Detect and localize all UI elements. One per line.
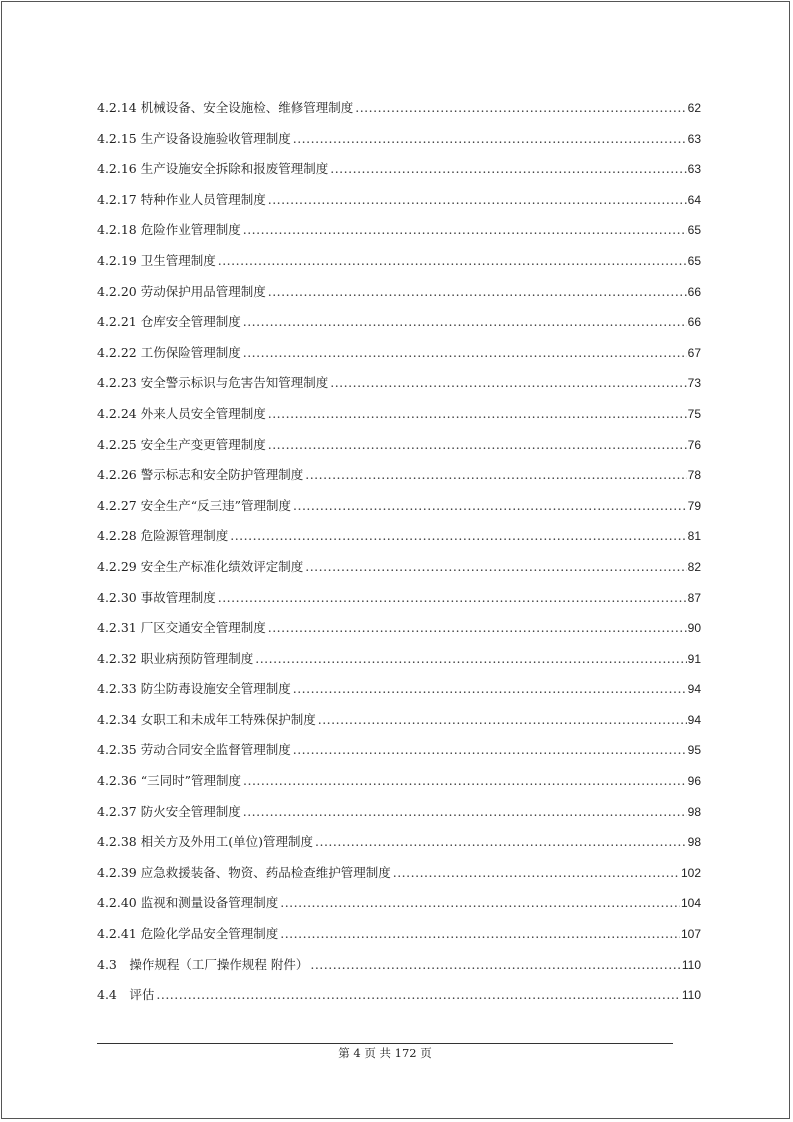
- toc-entry-title: 4.2.35 劳动合同安全监督管理制度: [97, 742, 291, 758]
- toc-entry-title: 4.2.32 职业病预防管理制度: [97, 650, 254, 666]
- toc-entry-page: 91: [687, 651, 701, 666]
- toc-entry-page: 66: [687, 315, 701, 330]
- toc-entry-title: 4.2.31 厂区交通安全管理制度: [97, 620, 266, 636]
- toc-entry-page: 110: [681, 988, 701, 1003]
- document-page: [1, 1, 790, 1119]
- page-footer: 第 4 页 共 172 页: [338, 1046, 432, 1060]
- toc-entry[interactable]: [97, 956, 701, 987]
- toc-entry-title: 4.2.33 防尘防毒设施安全管理制度: [97, 681, 291, 697]
- table-of-contents: [97, 99, 701, 1017]
- toc-entry-page: 63: [687, 131, 701, 146]
- toc-entry[interactable]: [97, 191, 701, 222]
- dot-leader: [243, 803, 687, 821]
- toc-entry-title: 4.2.27 安全生产“反三违”管理制度: [97, 497, 292, 513]
- toc-entry-page: 76: [687, 437, 701, 452]
- toc-entry-page: 94: [687, 682, 701, 697]
- toc-entry[interactable]: [97, 527, 701, 558]
- toc-entry-page: 78: [687, 468, 701, 483]
- toc-entry-page: 104: [680, 896, 701, 911]
- toc-entry[interactable]: [97, 344, 701, 375]
- dot-leader: [243, 221, 687, 239]
- toc-entry[interactable]: [97, 650, 701, 681]
- toc-entry-page: 98: [687, 804, 701, 819]
- toc-entry-title: 4.2.36 “三同时”管理制度: [97, 773, 242, 789]
- toc-entry-page: 67: [687, 345, 701, 360]
- toc-entry-title: 4.2.30 事故管理制度: [97, 589, 216, 605]
- toc-entry-page: 75: [687, 406, 701, 421]
- toc-entry-page: 110: [681, 957, 701, 972]
- toc-entry-page: 65: [687, 253, 701, 268]
- dot-leader: [243, 313, 687, 331]
- toc-entry[interactable]: [97, 252, 701, 283]
- toc-entry-page: 66: [687, 284, 701, 299]
- toc-entry[interactable]: [97, 130, 701, 161]
- toc-entry[interactable]: [97, 466, 701, 497]
- toc-entry-title: 4.2.34 女职工和未成年工特殊保护制度: [97, 711, 316, 727]
- toc-entry-page: 94: [687, 712, 701, 727]
- toc-entry-page: 79: [687, 498, 701, 513]
- toc-entry[interactable]: [97, 221, 701, 252]
- dot-leader: [255, 650, 686, 668]
- toc-entry[interactable]: [97, 925, 701, 956]
- toc-entry-title: 4.2.41 危险化学品安全管理制度: [97, 926, 279, 942]
- toc-entry-page: 64: [687, 192, 701, 207]
- toc-entry[interactable]: [97, 680, 701, 711]
- toc-entry-page: 98: [687, 835, 701, 850]
- toc-entry[interactable]: [97, 558, 701, 589]
- toc-entry[interactable]: [97, 374, 701, 405]
- toc-entry[interactable]: [97, 864, 701, 895]
- dot-leader: [218, 589, 687, 607]
- toc-entry[interactable]: [97, 313, 701, 344]
- dot-leader: [268, 283, 687, 301]
- dot-leader: [305, 466, 686, 484]
- dot-leader: [268, 619, 687, 637]
- toc-entry[interactable]: [97, 711, 701, 742]
- toc-entry[interactable]: [97, 436, 701, 467]
- dot-leader: [318, 711, 687, 729]
- toc-entry-title: 4.2.37 防火安全管理制度: [97, 803, 241, 819]
- toc-entry[interactable]: [97, 986, 701, 1017]
- toc-entry-title: 4.2.28 危险源管理制度: [97, 528, 229, 544]
- dot-leader: [156, 986, 680, 1004]
- toc-entry[interactable]: [97, 589, 701, 620]
- toc-entry-title: 4.2.19 卫生管理制度: [97, 252, 216, 268]
- toc-entry-title: 4.2.21 仓库安全管理制度: [97, 314, 241, 330]
- dot-leader: [268, 436, 687, 454]
- toc-entry-page: 87: [687, 590, 701, 605]
- toc-entry-title: 4.2.18 危险作业管理制度: [97, 222, 241, 238]
- toc-entry-title: 4.2.22 工伤保险管理制度: [97, 344, 241, 360]
- toc-entry-title: 4.2.29 安全生产标准化绩效评定制度: [97, 558, 304, 574]
- toc-entry-title: 4.2.16 生产设施安全拆除和报废管理制度: [97, 161, 329, 177]
- toc-entry-page: 95: [687, 743, 701, 758]
- toc-entry[interactable]: [97, 99, 701, 130]
- dot-leader: [218, 252, 687, 270]
- toc-entry[interactable]: [97, 160, 701, 191]
- dot-leader: [293, 680, 687, 698]
- toc-entry-page: 63: [687, 162, 701, 177]
- toc-entry-page: 107: [680, 927, 701, 942]
- toc-entry[interactable]: [97, 497, 701, 528]
- toc-entry-title: 4.2.15 生产设备设施验收管理制度: [97, 130, 291, 146]
- toc-entry-page: 82: [687, 559, 701, 574]
- toc-entry[interactable]: [97, 283, 701, 314]
- toc-entry[interactable]: [97, 772, 701, 803]
- toc-entry-page: 90: [687, 621, 701, 636]
- toc-entry-title: 4.2.14 机械设备、安全设施检、维修管理制度: [97, 100, 354, 115]
- toc-entry[interactable]: [97, 803, 701, 834]
- toc-entry[interactable]: [97, 894, 701, 925]
- toc-entry-page: 81: [687, 529, 701, 544]
- toc-entry-title: 4.2.23 安全警示标识与危害告知管理制度: [97, 375, 329, 391]
- dot-leader: [293, 497, 687, 515]
- toc-entry-title: 4.2.25 安全生产变更管理制度: [97, 436, 266, 452]
- toc-entry-title: 4.2.26 警示标志和安全防护管理制度: [97, 467, 304, 483]
- toc-entry-page: 102: [680, 865, 701, 880]
- dot-leader: [310, 956, 681, 974]
- toc-entry-title: 4.2.38 相关方及外用工(单位)管理制度: [97, 834, 313, 850]
- toc-entry-page: 62: [687, 101, 701, 115]
- dot-leader: [293, 741, 687, 759]
- dot-leader: [243, 344, 687, 362]
- dot-leader: [393, 864, 680, 882]
- dot-leader: [230, 527, 686, 545]
- dot-leader: [330, 374, 686, 392]
- toc-entry-title: 4.2.24 外来人员安全管理制度: [97, 405, 266, 421]
- footer-divider: [97, 1043, 673, 1044]
- toc-entry-page: 96: [687, 774, 701, 789]
- dot-leader: [293, 130, 687, 148]
- toc-entry-title: 4.2.17 特种作业人员管理制度: [97, 191, 266, 207]
- toc-entry-title: 4.3 操作规程（工厂操作规程 附件）: [97, 956, 309, 972]
- toc-entry-page: 73: [687, 376, 701, 391]
- dot-leader: [315, 833, 687, 851]
- dot-leader: [330, 160, 686, 178]
- toc-entry-page: 65: [687, 223, 701, 238]
- dot-leader: [243, 772, 687, 790]
- dot-leader: [268, 191, 687, 209]
- toc-entry[interactable]: [97, 619, 701, 650]
- toc-entry[interactable]: [97, 405, 701, 436]
- toc-entry-title: 4.2.39 应急救援装备、物资、药品检查维护管理制度: [97, 864, 391, 880]
- dot-leader: [268, 405, 687, 423]
- toc-entry[interactable]: [97, 741, 701, 772]
- toc-entry[interactable]: [97, 833, 701, 864]
- dot-leader: [305, 558, 686, 576]
- dot-leader: [280, 894, 680, 912]
- dot-leader: [355, 99, 686, 117]
- dot-leader: [280, 925, 680, 943]
- toc-entry-title: 4.2.40 监视和测量设备管理制度: [97, 895, 279, 911]
- toc-entry-title: 4.4 评估: [97, 987, 155, 1003]
- toc-entry-title: 4.2.20 劳动保护用品管理制度: [97, 283, 266, 299]
